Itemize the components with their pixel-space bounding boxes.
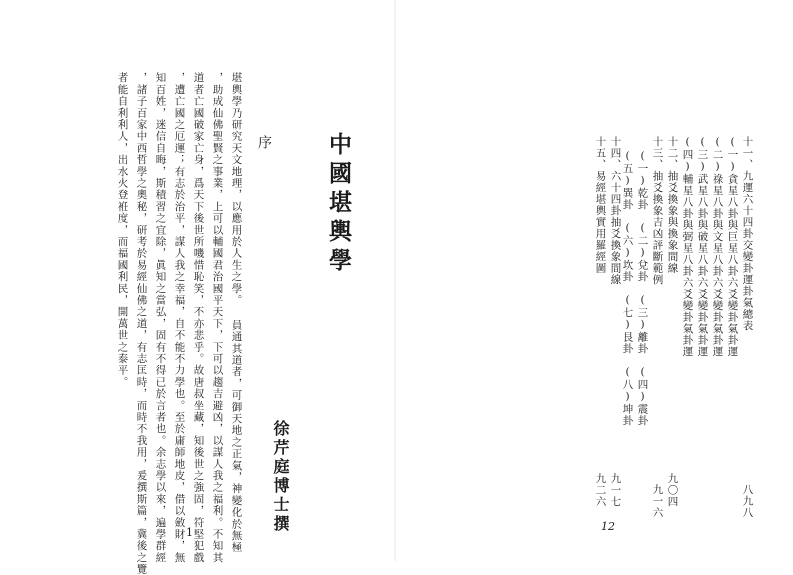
toc-page-12: 九〇四 <box>666 473 679 508</box>
right-page-number: 12 <box>601 520 615 533</box>
right-page <box>396 0 793 561</box>
toc-entry-11: 十一、九運六十四卦交變卦運卦氣總表 <box>741 136 754 332</box>
preface-paragraph-line-5: 知百姓，迷信自晦，斯積習之宜除，眞知之當弘，固有不得已於言者也。余志學以來，遍學群經 <box>154 72 167 564</box>
toc-page-13: 九一六 <box>651 484 664 519</box>
left-page-number: 1 <box>186 526 193 539</box>
preface-paragraph-line-2: ，助成仙佛聖賢之事業，上可以輔國君治國平天下，下可以趨吉避凶，以謀人我之福利。不知其 <box>211 72 224 564</box>
toc-subentry-4: (四)輔星八卦與弼星八卦六爻變卦氣卦運 <box>681 136 694 358</box>
preface-paragraph-line-1: 堪輿學乃研究天文地理，以應用於人生之學。 員通其道者，可御天地之正氣，神變化於無極 <box>230 72 243 554</box>
toc-subentry-trigrams-1: (一)乾卦 (二)兌卦 (三)離卦 (四)震卦 <box>636 150 649 427</box>
toc-subentry-2: (二)祿星八卦與文星八卦六爻變卦氣卦運 <box>711 136 724 358</box>
toc-subentry-3: (三)武星八卦與破星八卦六爻變卦氣卦運 <box>696 136 709 358</box>
preface-paragraph-line-4: ，遭亡國之厄運；有志於治平，謀人我之幸福，自不能不力學也。至於庸師地皮，借以斂財，無 <box>173 72 186 564</box>
toc-page-14: 九一七 <box>609 473 622 508</box>
book-title: 中國堪輿學 <box>325 132 352 277</box>
preface-paragraph-line-3: 道者亡國破家亡身，爲天下後世所嘰惜恥笑，不亦悲乎。故唐叔坐藏，知後世之強固，符堅犯戲 <box>192 72 205 564</box>
toc-entry-15: 十五、易經堪輿實用羅經圖 <box>594 136 607 274</box>
toc-entry-14: 十四、六十四卦抽爻換象間線 <box>609 136 622 286</box>
toc-subentry-1: (一)貪星八卦與巨星八卦六爻變卦氣卦運 <box>726 136 739 358</box>
preface-label: 序 <box>256 135 272 149</box>
left-page <box>0 0 396 575</box>
toc-entry-12: 十二、抽爻換象與換象間線 <box>666 136 679 274</box>
preface-paragraph-line-6: ，諸子百家中西哲學之奧秘，研考於易經仙佛之道，有志匡時，而時不我用，爰撰斯篇，冀後之覽 <box>135 72 148 575</box>
toc-page-15: 九二六 <box>594 473 607 508</box>
toc-page-11: 八九八 <box>741 484 754 519</box>
toc-subentry-trigrams-2: (五)巽卦 (六)坎卦 (七)艮卦 (八)坤卦 <box>621 150 634 427</box>
toc-entry-13: 十三、抽爻換象吉凶評斷範例 <box>651 136 664 286</box>
author-line: 徐芹庭博士撰 <box>271 420 290 534</box>
preface-paragraph-line-7: 者能自利利人，出水火登袵度，而福國利民，開萬世之泰平。 <box>116 72 129 388</box>
